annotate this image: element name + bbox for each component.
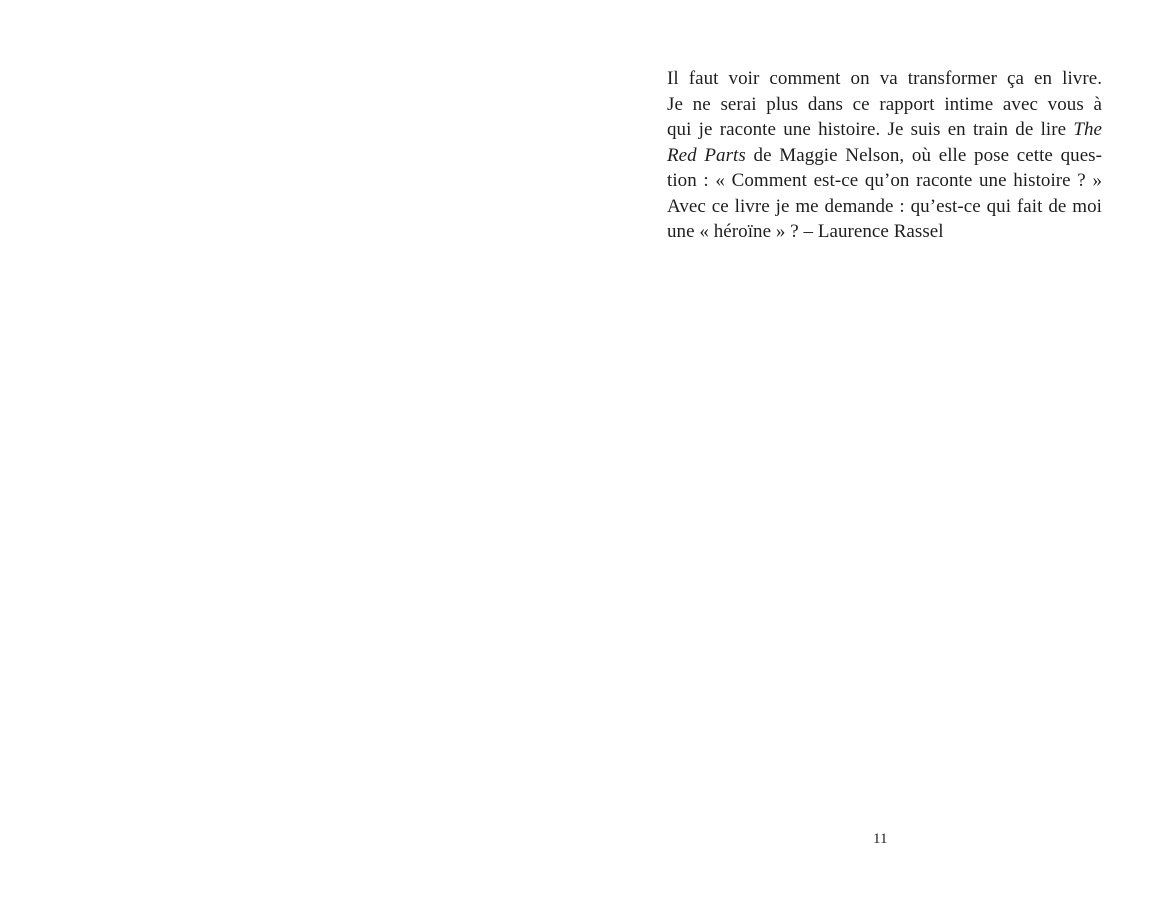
- right-page: [584, 0, 1169, 914]
- text-line-3: [667, 117, 1102, 143]
- text-line-6: Avec ce livre je me demande : qu’est-ce qui fait de moi: [667, 195, 1102, 217]
- text-line-5: tion : « Comment est-ce qu’on raconte une histoire ? »: [667, 170, 1102, 191]
- left-page-blank: [0, 0, 584, 914]
- text-line-1: Il faut voir comment on va transformer ça en livre.: [667, 68, 1102, 89]
- text-line-4-roman: de Maggie Nelson, où elle pose cette ques-: [745, 144, 1102, 166]
- page-number: 11: [873, 831, 888, 847]
- text-line-3-roman: qui je raconte une histoire. Je suis en train de lire: [667, 119, 1074, 140]
- quote-paragraph: [667, 66, 1102, 245]
- book-title-part-1: The: [1073, 119, 1102, 140]
- book-title-part-2: Red Parts: [667, 144, 746, 166]
- text-line-2: Je ne serai plus dans ce rapport intime avec vous à: [667, 93, 1102, 115]
- text-line-7: une « héroïne » ? – Laurence Rassel: [667, 221, 944, 242]
- text-line-4: [667, 143, 1102, 169]
